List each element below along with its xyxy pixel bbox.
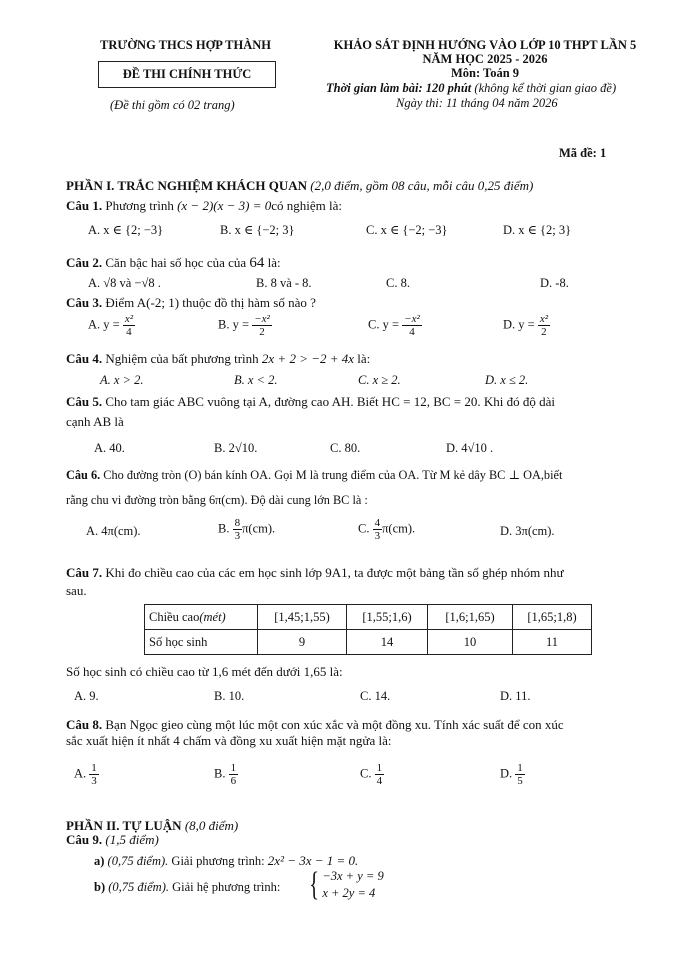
q6-label: Câu 6. [66, 468, 101, 482]
q6-option-c [358, 517, 415, 542]
q8-option-b [214, 762, 238, 787]
table-cell: 11 [513, 630, 592, 655]
q8-d-prefix: D. [500, 766, 513, 781]
q3-d-den: 2 [541, 326, 547, 338]
q9-note: (1,5 điểm) [105, 832, 159, 847]
time-limit [326, 81, 616, 96]
q3-text: Điểm A(-2; 1) thuộc đồ thị hàm số nào ? [105, 295, 316, 310]
q2-text: Căn bậc hai số học của của [105, 255, 247, 270]
q7-option-a: A. 9. [74, 689, 99, 703]
q6-c-fraction [373, 517, 383, 542]
q8-b-den: 6 [230, 775, 237, 787]
table-header-height [145, 605, 258, 630]
official-exam-box: ĐỀ THI CHÍNH THỨC [98, 61, 276, 88]
exam-title: KHẢO SÁT ĐỊNH HƯỚNG VÀO LỚP 10 THPT LẦN 5 [333, 38, 637, 52]
q7-option-c: C. 14. [360, 689, 391, 703]
q4-text: Nghiệm của bất phương trình [105, 351, 259, 366]
q6-c-den: 3 [374, 530, 381, 542]
q6-b-prefix: B. [218, 521, 230, 536]
question-5 [66, 394, 555, 410]
q3-label: Câu 3. [66, 295, 103, 310]
q3-option-a [88, 313, 135, 338]
q8-option-a [74, 762, 99, 787]
q3-option-b [218, 313, 272, 338]
q4-option-b: B. x < 2. [234, 373, 278, 387]
q8-c-den: 4 [376, 775, 383, 787]
table-row-label: Số học sinh [145, 630, 258, 655]
q6-b-num: 8 [234, 517, 241, 529]
system-eq-1: −3x + y = 9 [322, 869, 384, 883]
q1-text: Phương trình [105, 198, 174, 213]
q6-option-d: D. 3π(cm). [500, 524, 555, 538]
table-cell: 10 [428, 630, 513, 655]
q6-line2: rằng chu vi đường tròn bằng 6π(cm). Độ dài cung lớn BC là : [66, 493, 368, 507]
table-cell: 14 [347, 630, 428, 655]
q3-a-num: x² [124, 313, 134, 325]
q4-expr: 2x + 2 > −2 + 4x [261, 351, 355, 366]
school-year: NĂM HỌC 2025 - 2026 [422, 52, 548, 66]
q3-option-d [503, 313, 550, 338]
question-3 [66, 295, 316, 311]
q8-a-num: 1 [91, 762, 97, 774]
q3-a-prefix: A. y = [88, 317, 120, 332]
q4-option-d: D. x ≤ 2. [485, 373, 529, 387]
q8-c-prefix: C. [360, 766, 372, 781]
q1-label: Câu 1. [66, 198, 103, 213]
q8-line2: sắc xuất hiện ít nhất 4 chấm và đồng xu xuất hiện mặt ngửa là: [66, 733, 392, 748]
pages-note: (Đề thi gồm có 02 trang) [110, 98, 235, 112]
q9-a-label: a) [94, 854, 105, 868]
question-4 [66, 351, 370, 367]
q7-option-d: D. 11. [500, 689, 531, 703]
q6-b-fraction [233, 517, 243, 542]
q9-label: Câu 9. [66, 832, 103, 847]
table-cell: [1,55;1,6) [347, 605, 428, 630]
q7-label: Câu 7. [66, 565, 103, 580]
q4-option-c: C. x ≥ 2. [358, 373, 401, 387]
time-bold: Thời gian làm bài: 120 phút [326, 81, 472, 95]
q7-line1: Khi đo chiều cao của các em học sinh lớp 9A1, ta được một bảng tần số ghép nhóm như [105, 565, 564, 580]
q6-b-den: 3 [234, 530, 241, 542]
q3-d-prefix: D. y = [503, 317, 535, 332]
school-name: TRƯỜNG THCS HỢP THÀNH [100, 38, 271, 52]
q5-option-b: B. 2√10. [214, 441, 258, 455]
q3-b-prefix: B. y = [218, 317, 250, 332]
q9-a-points: (0,75 điểm). [107, 854, 169, 868]
q3-c-fraction [402, 313, 422, 338]
question-9 [66, 832, 159, 848]
q7-line2: sau. [66, 583, 87, 598]
question-8 [66, 717, 564, 733]
q2-label: Câu 2. [66, 255, 103, 270]
system-equations [322, 868, 383, 902]
q8-c-num: 1 [376, 762, 383, 774]
q7-question: Số học sinh có chiều cao từ 1,6 mét đến dưới 1,65 là: [66, 664, 343, 679]
q9-b-text: Giải hệ phương trình: [172, 880, 281, 894]
question-6 [66, 468, 562, 483]
q9-b-points: (0,75 điểm). [108, 880, 169, 894]
q1-option-d: D. x ∈ {2; 3} [503, 223, 572, 237]
q5-option-d: D. 4√10 . [446, 441, 494, 455]
part2-title: PHẦN II. TỰ LUẬN [66, 818, 182, 833]
exam-date: Ngày thi: 11 tháng 04 năm 2026 [396, 96, 558, 110]
q6-option-b [218, 517, 275, 542]
q3-b-den: 2 [259, 326, 265, 338]
q6-option-a: A. 4π(cm). [86, 524, 141, 538]
q8-a-den: 3 [91, 775, 97, 787]
subject: Môn: Toán 9 [450, 66, 520, 80]
q6-b-suffix: π(cm). [242, 521, 276, 536]
q5-line1: Cho tam giác ABC vuông tại A, đường cao AH. Biết HC = 12, BC = 20. Khi đó độ dài [105, 394, 555, 409]
q8-a-prefix: A. [74, 766, 87, 781]
part1-heading [66, 178, 533, 194]
table-cell: [1,6;1,65) [428, 605, 513, 630]
q1-option-a: A. x ∈ {2; −3} [88, 223, 164, 237]
question-1 [66, 198, 342, 214]
q3-d-num: x² [539, 313, 549, 325]
time-note: (không kể thời gian giao đề) [474, 81, 617, 95]
table-row [145, 630, 592, 655]
header-unit: (mét) [199, 609, 226, 624]
q3-b-fraction [252, 313, 272, 338]
part1-title: PHẦN I. TRẮC NGHIỆM KHÁCH QUAN [66, 178, 307, 193]
q9-b-system [306, 868, 384, 902]
q1-option-c: C. x ∈ {−2; −3} [366, 223, 448, 237]
q8-option-d [500, 762, 525, 787]
q8-d-den: 5 [517, 775, 523, 787]
q2-option-b: B. 8 và - 8. [256, 276, 312, 290]
q5-option-a: A. 40. [94, 441, 125, 455]
q3-a-fraction [123, 313, 135, 338]
q2-option-d: D. -8. [540, 276, 569, 290]
q8-d-fraction [515, 762, 525, 787]
q9-a-expr: 2x² − 3x − 1 = 0. [267, 853, 359, 868]
q8-b-num: 1 [230, 762, 237, 774]
q3-d-fraction [538, 313, 550, 338]
q2-tail: là: [267, 255, 281, 270]
q6-c-prefix: C. [358, 521, 370, 536]
q2-option-c: C. 8. [386, 276, 410, 290]
q9-part-b [94, 880, 280, 894]
q9-a-text: Giải phương trình: [171, 854, 265, 868]
q3-a-den: 4 [126, 326, 132, 338]
system-brace: { [309, 866, 320, 903]
q5-line2: cạnh AB là [66, 414, 124, 429]
q4-tail: là: [357, 351, 371, 366]
q8-b-prefix: B. [214, 766, 226, 781]
q1-option-b: B. x ∈ {−2; 3} [220, 223, 295, 237]
header-label: Chiều cao [149, 609, 200, 624]
table-cell: [1,65;1,8) [513, 605, 592, 630]
table-row [145, 605, 592, 630]
q7-option-b: B. 10. [214, 689, 245, 703]
q5-label: Câu 5. [66, 394, 103, 409]
q8-label: Câu 8. [66, 717, 103, 732]
q6-c-suffix: π(cm). [382, 521, 416, 536]
q6-line1: Cho đường tròn (O) bán kính OA. Gọi M là trung điểm của OA. Từ M kẻ dây BC ⊥ OA,biết [103, 468, 563, 482]
table-cell: [1,45;1,55) [258, 605, 347, 630]
frequency-table [144, 604, 592, 655]
q3-c-num: −x² [404, 313, 420, 325]
q4-label: Câu 4. [66, 351, 103, 366]
q3-option-c [368, 313, 422, 338]
q3-b-num: −x² [254, 313, 270, 325]
table-cell: 9 [258, 630, 347, 655]
question-2 [66, 255, 281, 272]
q1-tail: có nghiệm là: [271, 198, 343, 213]
system-eq-2: x + 2y = 4 [322, 886, 376, 900]
q8-a-fraction [89, 762, 99, 787]
q9-b-label: b) [94, 880, 106, 894]
part2-note: (8,0 điểm) [184, 818, 239, 833]
q3-c-prefix: C. y = [368, 317, 400, 332]
q8-option-c [360, 762, 384, 787]
part1-note: (2,0 điểm, gồm 08 câu, mỗi câu 0,25 điểm) [310, 178, 534, 193]
q8-d-num: 1 [517, 762, 523, 774]
q5-option-c: C. 80. [330, 441, 361, 455]
q8-b-fraction [229, 762, 239, 787]
q8-line1: Bạn Ngọc gieo cùng một lúc một con xúc xắc và một đồng xu. Tính xác suất để con xúc [105, 717, 564, 732]
q6-c-num: 4 [374, 517, 381, 529]
q4-option-a: A. x > 2. [100, 373, 144, 387]
q2-option-a: A. √8 và −√8 . [88, 276, 161, 290]
q3-c-den: 4 [409, 326, 415, 338]
q2-number: 64 [249, 255, 265, 271]
exam-code: Mã đề: 1 [559, 146, 607, 160]
question-7 [66, 565, 564, 581]
q1-expr: (x − 2)(x − 3) = 0 [177, 198, 272, 213]
q8-c-fraction [375, 762, 385, 787]
